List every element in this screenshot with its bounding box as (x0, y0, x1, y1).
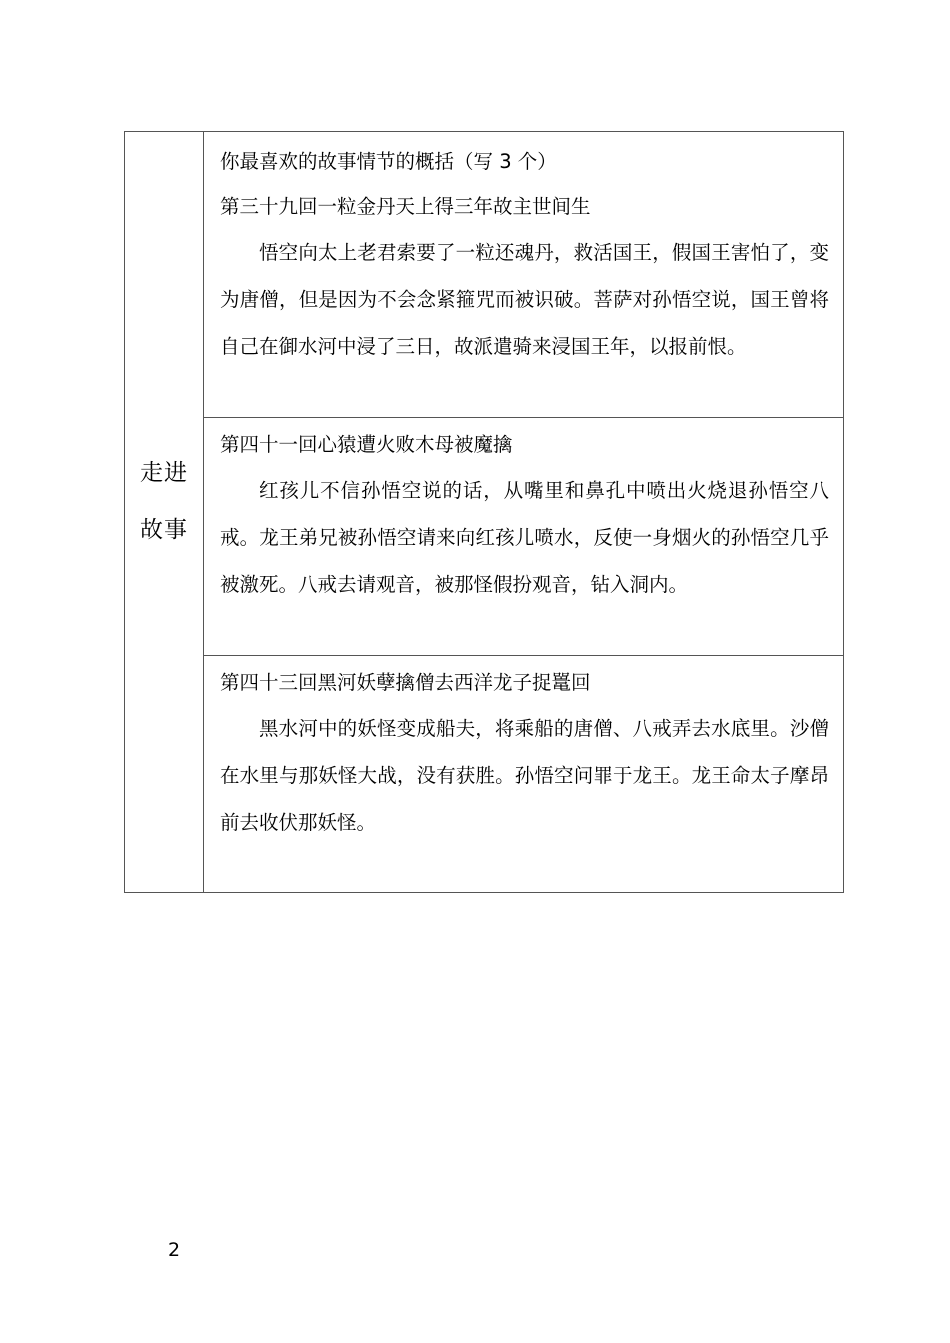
story-cell-2 (204, 418, 843, 656)
story-title-3: 第四十三回黑河妖孽擒僧去西洋龙子捉鼍回 (220, 671, 591, 694)
row-label-line-2: 故事 (140, 517, 188, 543)
story-cell-1 (204, 132, 843, 418)
page-number: 2 (168, 1239, 181, 1261)
story-title-1: 第三十九回一粒金丹天上得三年故主世间生 (220, 195, 591, 218)
prompt-text: 你最喜欢的故事情节的概括（写 3 个） (220, 150, 557, 173)
story-title-2: 第四十一回心猿遭火败木母被魔擒 (220, 433, 513, 456)
story-cell-3 (204, 656, 843, 892)
story-summary-3: 黑水河中的妖怪变成船夫，将乘船的唐僧、八戒弄去水底里。沙僧在水里与那妖怪大战，没有获胜。孙悟空问罪于龙王。龙王命太子摩昂前去收伏那妖怪。 (220, 717, 829, 834)
story-table (124, 131, 844, 893)
row-label-cell (125, 132, 204, 892)
story-summary-2: 红孩儿不信孙悟空说的话，从嘴里和鼻孔中喷出火烧退孙悟空八戒。龙王弟兄被孙悟空请来向红孩儿喷水，反使一身烟火的孙悟空几乎被激死。八戒去请观音，被那怪假扮观音，钻入洞内。 (220, 479, 829, 596)
row-label-line-1: 走进 (140, 460, 188, 486)
story-summary-1: 悟空向太上老君索要了一粒还魂丹，救活国王，假国王害怕了，变为唐僧，但是因为不会念紧箍咒而被识破。菩萨对孙悟空说，国王曾将自己在御水河中浸了三日，故派遣骑来浸国王年，以报前恨。 (220, 241, 829, 358)
content-column (204, 132, 843, 892)
